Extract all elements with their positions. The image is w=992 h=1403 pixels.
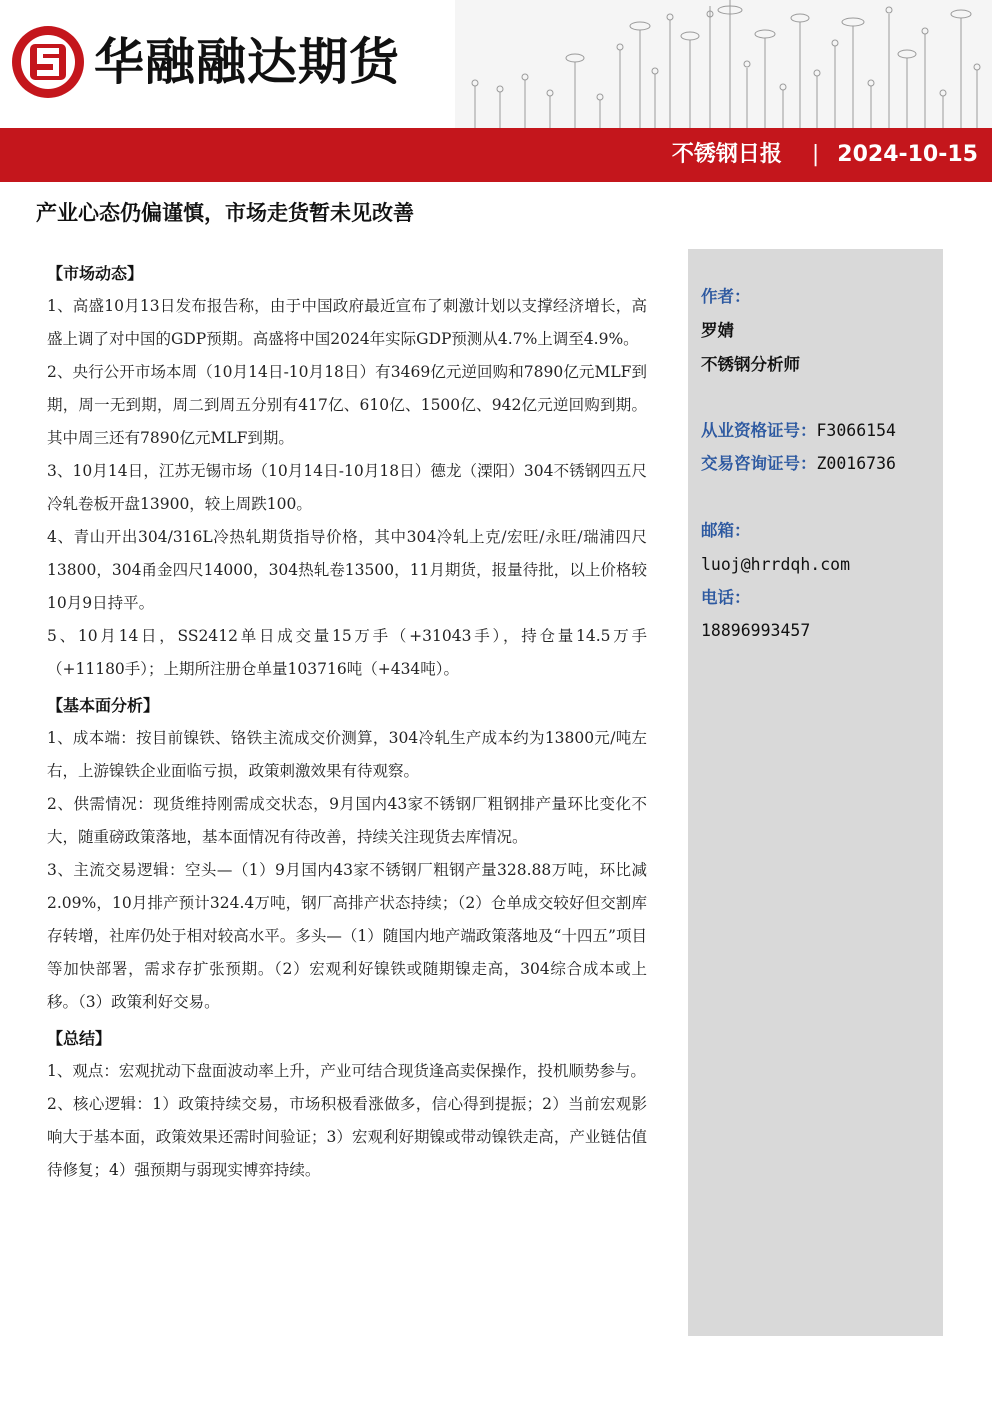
author-title: 不锈钢分析师 [701,355,800,374]
header-decoration [455,0,992,128]
section-title: 【市场动态】 [47,264,144,283]
paragraph: 5、10月14日，SS2412单日成交量15万手（+31043手），持仓量14.5万手（+11180手）；上期所注册仓单量103716吨（+434吨）。 [47,627,647,678]
author-label: 作者： [701,287,751,306]
paragraph: 4、青山开出304/316L冷热轧期货指导价格，其中304冷轧上克/宏旺/永旺/瑞浦四尺13800，304甬金四尺14000，304热轧卷13500，11月期货，报量待批，以上价格较10月9日持平。 [47,528,647,612]
section-title: 【总结】 [47,1029,112,1048]
paragraph: 1、高盛10月13日发布报告称，由于中国政府最近宣布了刺激计划以支撑经济增长，高盛上调了对中国的GDP预期。高盛将中国2024年实际GDP预测从4.7%上调至4.9%。 [47,297,647,348]
paragraph: 2、央行公开市场本周（10月14日-10月18日）有3469亿元逆回购和7890亿元MLF到期，周一无到期，周二到周五分别有417亿、610亿、1500亿、942亿元逆回购到期。其中周三还有7890亿元MLF到期。 [47,363,647,447]
banner-text [672,128,978,182]
report-body [47,254,647,1187]
paragraph: 3、主流交易逻辑：空头—（1）9月国内43家不锈钢厂粗钢产量328.88万吨，环比减2.09%，10月排产预计324.4万吨，钢厂高排产状态持续；（2）仓单成交较好但交割库存转增，社库仍处于相对较高水平。多头—（1）随国内地产端政策落地及“十四五”项目等加快部署，需求存扩张预期。（2）宏观利好镍铁或随期镍走高，304综合成本或上移。（3）政策利好交易。 [47,861,647,1011]
consult-value: Z0016736 [816,454,896,473]
consult-number [701,449,896,479]
author-sidebar [688,249,943,1336]
report-banner [0,128,992,182]
company-logo-icon [10,24,86,100]
paragraph: 2、供需情况：现货维持刚需成交状态，9月国内43家不锈钢厂粗钢排产量环比变化不大，随重磅政策落地，基本面情况有待改善，持续关注现货去库情况。 [47,795,647,846]
qualification-label: 从业资格证号： [701,421,817,440]
paragraph: 1、观点：宏观扰动下盘面波动率上升，产业可结合现货逢高卖保操作，投机顺势参与。 [47,1062,646,1080]
author-name: 罗婧 [701,321,734,340]
phone-label: 电话： [701,588,751,607]
email-label: 邮箱： [701,521,751,540]
paragraph: 3、10月14日，江苏无锡市场（10月14日-10月18日）德龙（溧阳）304不锈钢四五尺冷轧卷板开盘13900，较上周跌100。 [47,462,647,513]
paragraph: 1、成本端：按目前镍铁、铬铁主流成交价测算，304冷轧生产成本约为13800元/吨左右，上游镍铁企业面临亏损，政策刺激效果有待观察。 [47,729,647,780]
qualification-number [701,416,896,446]
section-fundamental-analysis [47,689,647,1019]
section-summary [47,1022,647,1187]
report-headline: 产业心态仍偏谨慎，市场走货暂未见改善 [36,201,414,225]
section-title: 【基本面分析】 [47,696,160,715]
report-date: 2024-10-15 [837,142,978,167]
paragraph: 2、核心逻辑：1）政策持续交易，市场积极看涨做多，信心得到提振；2）当前宏观影响大于基本面，政策效果还需时间验证；3）宏观利好期镍或带动镍铁走高，产业链估值待修复；4）强预期与弱现实博弈持续。 [47,1095,647,1179]
qualification-value: F3066154 [816,421,896,440]
section-market-dynamics [47,257,647,686]
report-name: 不锈钢日报 [671,142,782,167]
email-value[interactable]: luoj@hrrdqh.com [701,555,851,574]
page-header [0,0,992,128]
consult-label: 交易咨询证号： [701,454,817,473]
banner-separator: | [811,142,820,167]
phone-value: 18896993457 [701,621,811,640]
company-name: 华融融达期货 [94,33,400,91]
